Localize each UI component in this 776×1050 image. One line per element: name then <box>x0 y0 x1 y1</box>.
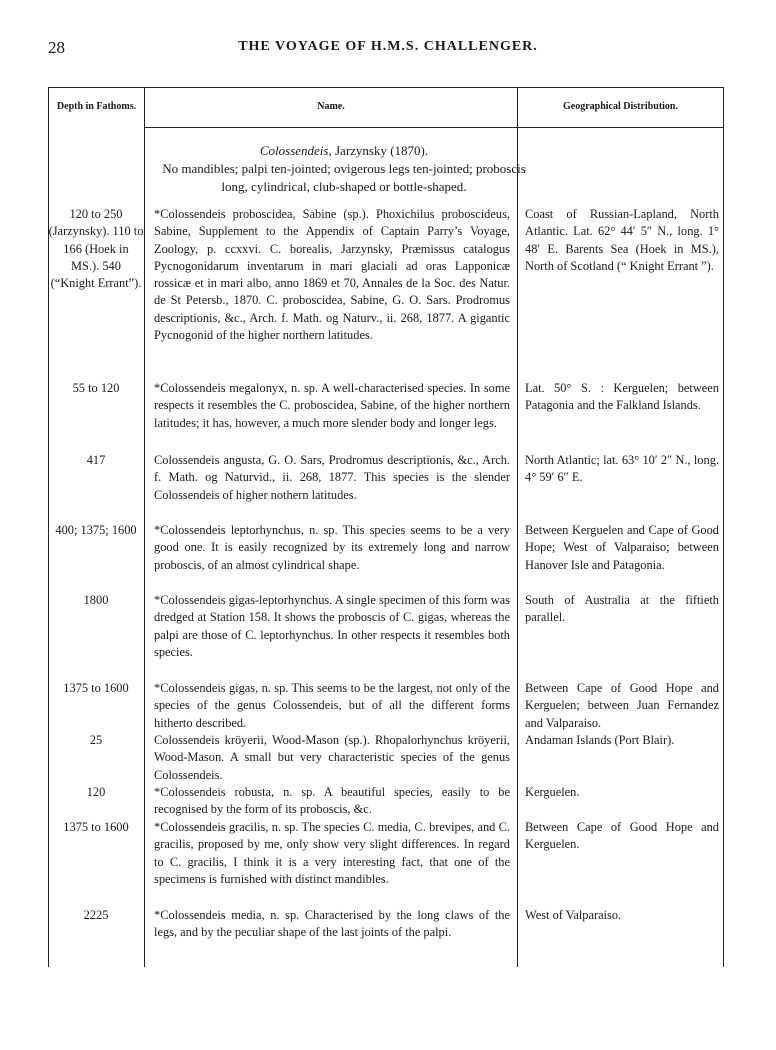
page-number: 28 <box>48 38 65 57</box>
name-cell: Colossendeis angusta, G. O. Sars, Prodromus descriptionis, &c., Arch. f. Math. og Naturvid., ii. 268, 1877. This species is the slender Colossendeis of higher nothern latitudes. <box>154 453 510 502</box>
table-row <box>48 784 724 819</box>
name-cell: *Colossendeis robusta, n. sp. A beautiful species, easily to be recognised by the form of its proboscis, &c. <box>154 785 510 817</box>
species-table <box>48 87 724 967</box>
geo-cell: Coast of Russian-Lapland, North Atlantic. Lat. 62° 44′ 5″ N., long. 1° 48′ E. Barents Sea (Hoek in MS.), North of Scotland (“ Knight Errant ”). <box>525 207 719 273</box>
geo-cell: West of Valparaiso. <box>525 908 622 922</box>
table-row <box>48 206 724 380</box>
table-row <box>48 522 724 592</box>
depth-cell: 55 to 120 <box>72 381 120 395</box>
name-cell: *Colossendeis gracilis, n. sp. The species C. media, C. brevipes, and C. gracilis, proposed by me, only show very slight differences. In regard to C. gracilis, I think it is a very interesting fact, that one of the specimens is furnished with distinct mandibles. <box>154 820 510 886</box>
depth-cell: 120 <box>86 785 106 799</box>
column-header-geo: Geographical Distribution. <box>562 101 678 112</box>
genus-description: No mandibles; palpi ten-jointed; ovigerous legs ten-jointed; proboscis long, cylindrical, club-shaped or bottle-shaped. <box>162 161 526 194</box>
genus-heading <box>158 142 530 196</box>
depth-cell: 120 to 250 (Jarzynsky). 110 to 166 (Hoek in MS.). 540 (“Knight Errant”). <box>48 207 144 291</box>
table-row <box>48 452 724 522</box>
table-row <box>48 819 724 907</box>
page-header <box>0 38 776 64</box>
genus-title-author: , Jarzynsky (1870). <box>328 143 429 158</box>
geo-cell: Between Kerguelen and Cape of Good Hope; West of Valparaiso; between Hanover Isle and Patagonia. <box>525 523 719 572</box>
depth-cell: 2225 <box>83 908 109 922</box>
name-cell: *Colossendeis proboscidea, Sabine (sp.). Phoxichilus proboscideus, Sabine, Supplement to the Appendix of Captain Parry’s Voyage, Zoology, p. ccxxvi. C. borealis, Jarzynsky, Præmissus catalogus Pycnogonidarum inventarum in mari glaciali ad oras Lapponicæ rossicæ et in mari albo, anno 1869 et 70, Annales de la Soc. des Natur. de St Petersb., 1870. C. proboscidea, Sabine, G. O. Sars. Prodromus descriptionis, &c., Arch. f. Math. og Naturv., ii. 268, 1877. A gigantic Pycnogonid of the higher northern latitudes. <box>154 207 510 343</box>
name-cell: *Colossendeis gigas, n. sp. This seems to be the largest, not only of the species of the genus Colossendeis, but of all the different forms hitherto described. <box>154 681 510 730</box>
table-row <box>48 907 724 962</box>
depth-cell: 1375 to 1600 <box>63 820 129 834</box>
species-rows <box>48 206 724 962</box>
depth-cell: 1375 to 1600 <box>63 681 129 695</box>
geo-cell: Kerguelen. <box>525 785 580 799</box>
geo-cell: Between Cape of Good Hope and Kerguelen; between Juan Fernandez and Valparaiso. <box>525 681 719 730</box>
geo-cell: South of Australia at the fiftieth parallel. <box>525 593 719 625</box>
name-cell: *Colossendeis gigas-leptorhynchus. A single specimen of this form was dredged at Station 158. It shows the proboscis of C. gigas, whereas the palpi are those of C. leptorhynchus. In other respects it resembles both species. <box>154 593 510 659</box>
geo-cell: North Atlantic; lat. 63° 10′ 2″ N., long. 4° 59′ 6″ E. <box>525 453 719 485</box>
depth-cell: 1800 <box>83 593 109 607</box>
name-cell: Colossendeis kröyerii, Wood-Mason (sp.). Rhopalorhynchus kröyerii, Wood-Mason. A small but very characteristic species of the genus Colossendeis. <box>154 733 510 782</box>
column-header-depth: Depth in Fathoms. <box>56 101 137 112</box>
depth-cell: 25 <box>89 733 103 747</box>
depth-cell: 417 <box>86 453 106 467</box>
table-row <box>48 592 724 680</box>
genus-title <box>158 142 530 160</box>
name-cell: *Colossendeis media, n. sp. Characterised by the long claws of the legs, and by the peculiar shape of the last joints of the palpi. <box>154 908 510 940</box>
genus-title-name: Colossendeis <box>259 143 329 158</box>
table-top-rule <box>48 87 724 88</box>
table-header-rule <box>144 127 724 128</box>
running-title: THE VOYAGE OF H.M.S. CHALLENGER. <box>238 39 538 54</box>
geo-cell: Between Cape of Good Hope and Kerguelen. <box>525 820 719 852</box>
geo-cell: Andaman Islands (Port Blair). <box>525 733 675 747</box>
depth-cell: 400; 1375; 1600 <box>55 523 137 537</box>
column-header-name: Name. <box>317 101 345 112</box>
name-cell: *Colossendeis leptorhynchus, n. sp. This species seems to be a very good one. It is easily recognized by its extremely long and narrow proboscis, of an almost cylindrical shape. <box>154 523 510 572</box>
table-row <box>48 732 724 784</box>
table-row <box>48 380 724 452</box>
name-cell: *Colossendeis megalonyx, n. sp. A well-characterised species. In some respects it resembles the C. proboscidea, Sabine, of the higher northern latitudes; it has, however, a much more slender body and longer legs. <box>154 381 510 430</box>
geo-cell: Lat. 50° S. : Kerguelen; between Patagonia and the Falkland Islands. <box>525 381 719 413</box>
table-row <box>48 680 724 732</box>
